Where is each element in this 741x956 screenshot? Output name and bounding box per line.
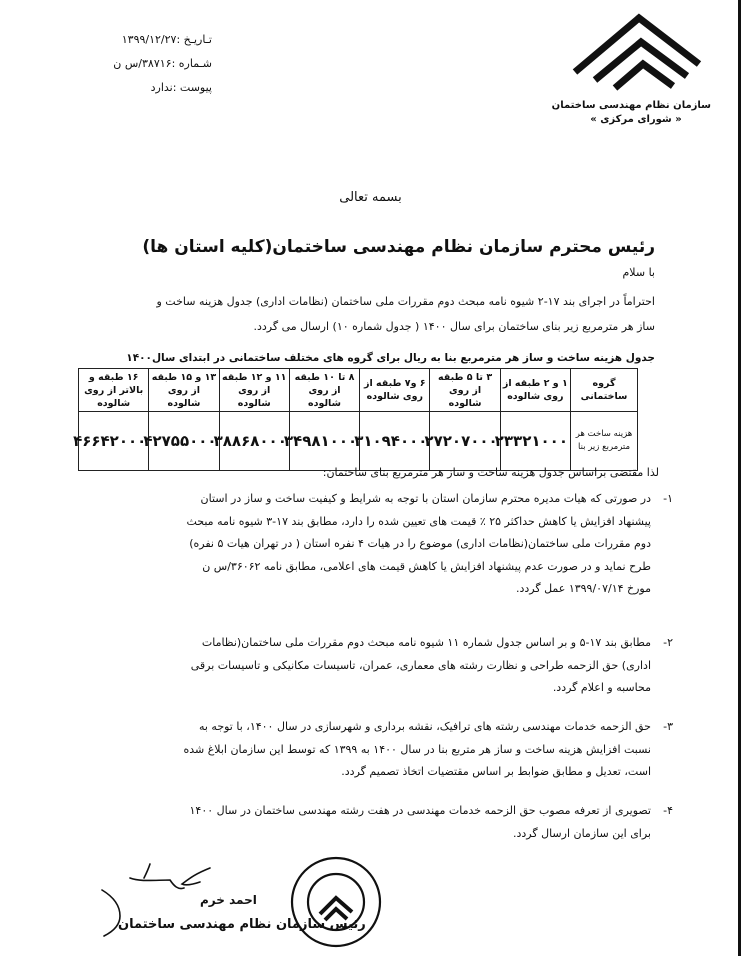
signatory-name: احمد خرم <box>200 893 257 907</box>
table-header: ۱۳ و ۱۵ طبقه از روی شالوده <box>149 369 219 412</box>
table-header: ۸ تا ۱۰ طبقه از روی شالوده <box>289 369 359 412</box>
list-item-line: تصویری از تعرفه مصوب حق الزحمه خدمات مهندسی در هفت رشته مهندسی ساختمان در سال ۱۴۰۰ <box>189 804 651 817</box>
table-cell: ۲۷۲۰۷۰۰۰ <box>430 412 500 471</box>
table-header: ۱۱ و ۱۲ طبقه از روی شالوده <box>219 369 289 412</box>
official-stamp-icon <box>280 852 392 952</box>
logo-org-name: سازمان نظام مهندسی ساختمان <box>551 100 711 111</box>
construction-cost-table <box>73 368 638 471</box>
table-header: گروه ساختمانی <box>571 369 638 412</box>
table-row-label: هزینه ساخت هر مترمربع زیر بنا <box>571 412 638 471</box>
table-header: ۶ و۷ طبقه از روی شالوده <box>360 369 430 412</box>
list-item <box>91 716 673 784</box>
intro-line: لذا مقتضی براساس جدول هزینه ساخت و ساز هر مترمربع بنای ساختمان: <box>322 466 659 479</box>
signatory-title: رئیس سازمان نظام مهندسی ساختمان <box>118 917 366 932</box>
letter-attachment: پیوست :ندارد <box>150 81 212 94</box>
paragraph-line-2: ساز هر مترمربع زیر بنای ساختمان برای سال ۱۴۰۰ ( جدول شماره ۱۰) ارسال می گردد. <box>253 320 655 333</box>
list-item-number: ۱- <box>663 492 673 505</box>
list-item-line: محاسبه و اعلام گردد. <box>552 681 651 694</box>
greeting: با سلام <box>622 266 655 279</box>
list-item-line: طرح نماید و در صورت عدم پیشنهاد افزایش یا کاهش قیمت های اعلامی، مطابق نامه ۳۶۰۶۲/س ن <box>202 559 651 573</box>
letter-meta <box>62 28 212 100</box>
list-item-line: حق الزحمه خدمات مهندسی رشته های ترافیک، نقشه برداری و شهرسازی در سال ۱۴۰۰، با توجه به <box>198 720 651 733</box>
list-item <box>91 632 673 700</box>
list-item-line: اداری) حق الزحمه طراحی و نظارت رشته های معماری، عمران، تاسیسات مکانیکی و تاسیسات برقی <box>190 658 651 672</box>
table-header: ۱ و ۲ طبقه از روی شالوده <box>500 369 570 412</box>
table-header-row <box>79 369 638 412</box>
list-item-number: ۲- <box>663 636 673 649</box>
letter-date: تـاریـخ :۱۳۹۹/۱۲/۲۷ <box>121 33 212 46</box>
organization-logo <box>551 6 711 126</box>
paragraph-line-1: احتراماً در اجرای بند ۱۷-۲ شیوه نامه مبحث دوم مقررات ملی ساختمان (نظامات اداری) جدول هزینه ساخت و <box>156 295 655 308</box>
list-item-line: مطابق بند ۱۷-۵ و بر اساس جدول شماره ۱۱ شیوه نامه مبحث دوم مقررات ملی ساختمان(نظامات <box>201 636 651 649</box>
recipient-heading: رئیس محترم سازمان نظام مهندسی ساختمان(کلیه استان ها) <box>142 237 655 257</box>
table-caption: جدول هزینه ساخت و ساز هر مترمربع بنا به ریال برای گروه های مختلف ساختمانی در ابتدای سال۱۴۰۰ <box>126 352 655 364</box>
bismillah: بسمه تعالی <box>339 190 402 205</box>
list-item <box>91 488 673 601</box>
table-row <box>79 412 638 471</box>
table-cell: ۳۱۰۹۴۰۰۰ <box>360 412 430 471</box>
table-cell: ۳۸۸۶۸۰۰۰ <box>219 412 289 471</box>
table-cell: ۴۲۷۵۵۰۰۰ <box>149 412 219 471</box>
list-item-number: ۴- <box>663 804 673 817</box>
table-header: ۳ تا ۵ طبقه از روی شالوده <box>430 369 500 412</box>
table-header: ۱۶ طبقه و بالاتر از روی شالوده <box>79 369 149 412</box>
list-item-line: دوم مقررات ملی ساختمان(نظامات اداری) موضوع را در هیات ۴ نفره استان ( در تهران هیات ۵ نفره) <box>189 537 651 550</box>
logo-council: « شورای مرکزی » <box>590 114 682 125</box>
list-item-line: در صورتی که هیات مدیره محترم سازمان استان با توجه به شرایط و کیفیت ساخت و ساز در استان <box>200 492 651 505</box>
list-item-line: برای این سازمان ارسال گردد. <box>512 826 651 840</box>
letter-number: شـماره :۳۸۷۱۶/س ن <box>113 57 212 70</box>
table-cell: ۴۶۶۴۲۰۰۰ <box>79 412 149 471</box>
list-item-line: است، تعدیل و مطابق ضوابط بر اساس مقتضیات اتخاذ تصمیم گردد. <box>341 765 651 778</box>
list-item-number: ۳- <box>663 720 673 733</box>
list-item-line: پیشنهاد افزایش یا کاهش حداکثر ۲۵ ٪ قیمت های تعیین شده را دارد، مطابق بند ۱۷-۳ شیوه نامه مبحث <box>186 514 651 528</box>
list-item-line: مورخ ۱۳۹۹/۰۷/۱۴ عمل گردد. <box>515 582 651 595</box>
list-item <box>91 800 673 845</box>
list-item-line: نسبت افزایش هزینه ساخت و ساز هر متربع بنا در سال ۱۴۰۰ به ۱۳۹۹ که توسط این سازمان ابلاغ شده <box>183 742 651 756</box>
table-cell: ۲۳۳۲۱۰۰۰ <box>500 412 570 471</box>
table-cell: ۳۴۹۸۱۰۰۰ <box>289 412 359 471</box>
roof-logo-icon <box>561 6 711 94</box>
